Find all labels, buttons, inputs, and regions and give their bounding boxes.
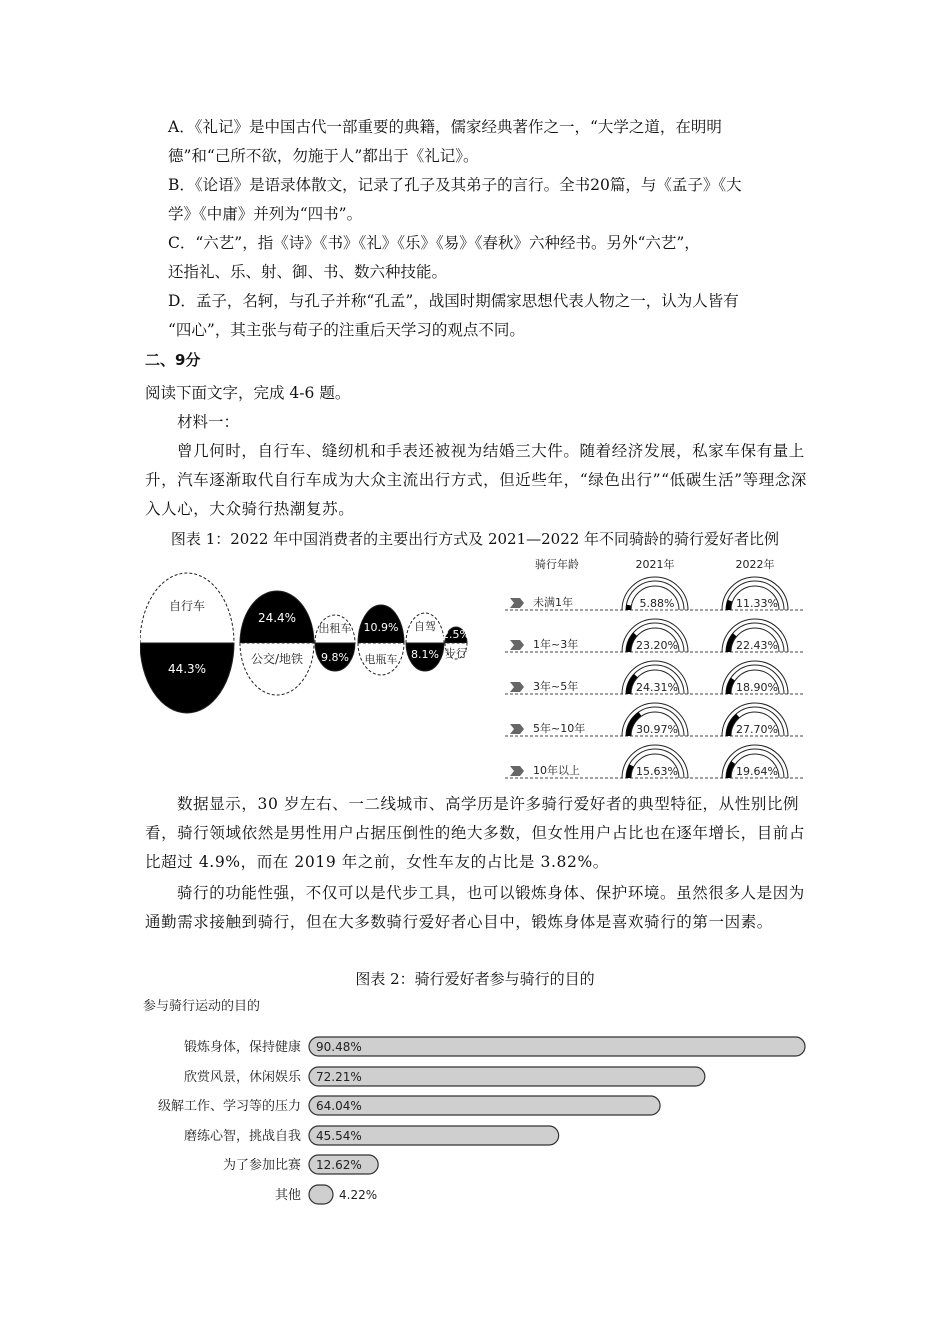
riding-purpose-bar-chart [140, 993, 815, 1208]
bubble-top-label: 自行车 [168, 599, 206, 613]
riding-age-label: 5年~10年 [533, 722, 586, 735]
instruction: 阅读下面文字，完成 4-6 题。 [145, 384, 351, 402]
bubble-bottom-label: 电瓶车 [364, 653, 398, 666]
paragraph-2: 数据显示，30 岁左右、一二线城市、高学历是许多骑行爱好者的典型特征，从性别比例看，骑行领域依然是男性用户占据压倒性的绝大多数，但女性用户占比也在逐年增长，目前占比超过 4.9%，而在 2019 年之前，女性车友的占比是 3.82%。 [145, 795, 806, 871]
gauge-value-label: 27.70% [736, 723, 778, 736]
option-a-line2: 德”和“己所不欲，勿施于人”都出于《礼记》。 [168, 147, 479, 165]
gauge-value-label: 30.97% [636, 723, 678, 736]
bar [309, 1067, 705, 1086]
bubble-bottom-half [240, 643, 314, 695]
option-a [168, 113, 810, 171]
gauge-value-label: 15.63% [636, 765, 678, 778]
row-arrow-icon [510, 598, 524, 608]
riding-age-label: 1年~3年 [533, 638, 579, 651]
chart2-caption: 图表 2：骑行爱好者参与骑行的目的 [355, 970, 595, 988]
paragraph-1: 曾几何时，自行车、缝纫机和手表还被视为结婚三大件。随着经济发展，私家车保有量上升，汽车逐渐取代自行车成为大众主流出行方式，但近些年，“绿色出行”“低碳生活”等理念深入人心，大众骑行热潮复苏。 [145, 442, 807, 518]
gauge-value-label: 19.64% [736, 765, 778, 778]
travel-mode-bubble-chart [140, 565, 475, 720]
gauge-header: 骑行年龄 [535, 558, 579, 571]
section-heading: 二、9分 [145, 351, 201, 369]
bar-category-label: 为了参加比赛 [222, 1158, 301, 1173]
bar-chart-title: 参与骑行运动的目的 [143, 999, 261, 1014]
gauge-value-label: 24.31% [636, 681, 678, 694]
option-b-line2: 学》《中庸》并列为“四书”。 [168, 205, 363, 223]
row-arrow-icon [510, 766, 524, 776]
option-a-line1: A．《礼记》是中国古代一部重要的典籍，儒家经典著作之一，“大学之道，在明明 [168, 118, 722, 136]
bubble-bottom-label: 9.8% [321, 651, 349, 664]
row-arrow-icon [510, 724, 524, 734]
bar-value-label: 12.62% [316, 1158, 362, 1172]
material-label: 材料一： [177, 413, 240, 431]
bar-value-label: 4.22% [339, 1188, 378, 1202]
bar-category-label: 级解工作、学习等的压力 [157, 1099, 301, 1114]
bar-category-label: 其他 [274, 1188, 301, 1203]
option-d-line2: “四心”，其主张与荀子的注重后天学习的观点不同。 [168, 321, 525, 339]
bar-value-label: 64.04% [316, 1099, 362, 1113]
row-arrow-icon [510, 640, 524, 650]
chart1-caption: 图表 1：2022 年中国消费者的主要出行方式及 2021—2022 年不同骑龄的骑行爱好者比例 [170, 530, 780, 548]
option-d-line1: D．孟子，名轲，与孔子并称“孔孟”，战国时期儒家思想代表人物之一，认为人皆有 [168, 292, 739, 310]
row-arrow-icon [510, 682, 524, 692]
gauge-value-label: 18.90% [736, 681, 778, 694]
riding-age-label: 10年以上 [533, 764, 580, 777]
gauge-year-label: 2021年 [635, 558, 675, 571]
riding-age-gauge-chart [505, 552, 810, 784]
gauge-value-label: 22.43% [736, 639, 778, 652]
bubble-bottom-label: 公交/地铁 [250, 652, 304, 666]
bubble-top-label: 出租车 [318, 622, 352, 635]
bubble-bottom-half [140, 643, 234, 713]
option-c-line1: C．“六艺”，指《诗》《书》《礼》《乐》《易》《春秋》六种经书。另外“六艺”， [168, 234, 700, 252]
paragraph-3: 骑行的功能性强，不仅可以是代步工具，也可以锻炼身体、保护环境。虽然很多人是因为通勤需求接触到骑行，但在大多数骑行爱好者心目中，锻炼身体是喜欢骑行的第一因素。 [145, 884, 805, 931]
option-b-line1: B．《论语》是语录体散文，记录了孔子及其弟子的言行。全书20篇，与《孟子》《大 [168, 176, 742, 194]
option-c-line2: 还指礼、乐、射、御、书、数六种技能。 [168, 263, 448, 281]
bubble-top-label: 24.4% [257, 611, 297, 625]
option-c [168, 229, 810, 287]
gauge-fill [626, 764, 634, 778]
bubble-top-label: 自驾 [414, 620, 436, 633]
gauge-value-label: 23.20% [636, 639, 678, 652]
gauge-value-label: 11.33% [736, 597, 778, 610]
bar-value-label: 45.54% [316, 1129, 362, 1143]
bar [309, 1037, 805, 1056]
bar [309, 1185, 333, 1204]
option-d [168, 287, 810, 345]
bubble-top-label: 10.9% [363, 621, 399, 634]
bar-value-label: 72.21% [316, 1070, 362, 1084]
bubble-top-label: 2.5% [442, 628, 470, 641]
bubble-bottom-label: 8.1% [411, 648, 439, 661]
bar-category-label: 锻炼身体，保持健康 [183, 1040, 301, 1055]
bubble-bottom-label: 步行 [445, 647, 467, 660]
riding-age-label: 未满1年 [533, 596, 573, 609]
bar-category-label: 磨练心智，挑战自我 [183, 1129, 301, 1144]
bubble-bottom-label: 44.3% [167, 662, 207, 676]
bar-category-label: 欣赏风景，休闲娱乐 [183, 1070, 301, 1085]
gauge-fill [726, 678, 735, 694]
gauge-value-label: 5.88% [639, 597, 675, 610]
riding-age-label: 3年~5年 [533, 680, 579, 693]
bar-value-label: 90.48% [316, 1040, 362, 1054]
option-b [168, 171, 810, 229]
gauge-year-label: 2022年 [735, 558, 775, 571]
